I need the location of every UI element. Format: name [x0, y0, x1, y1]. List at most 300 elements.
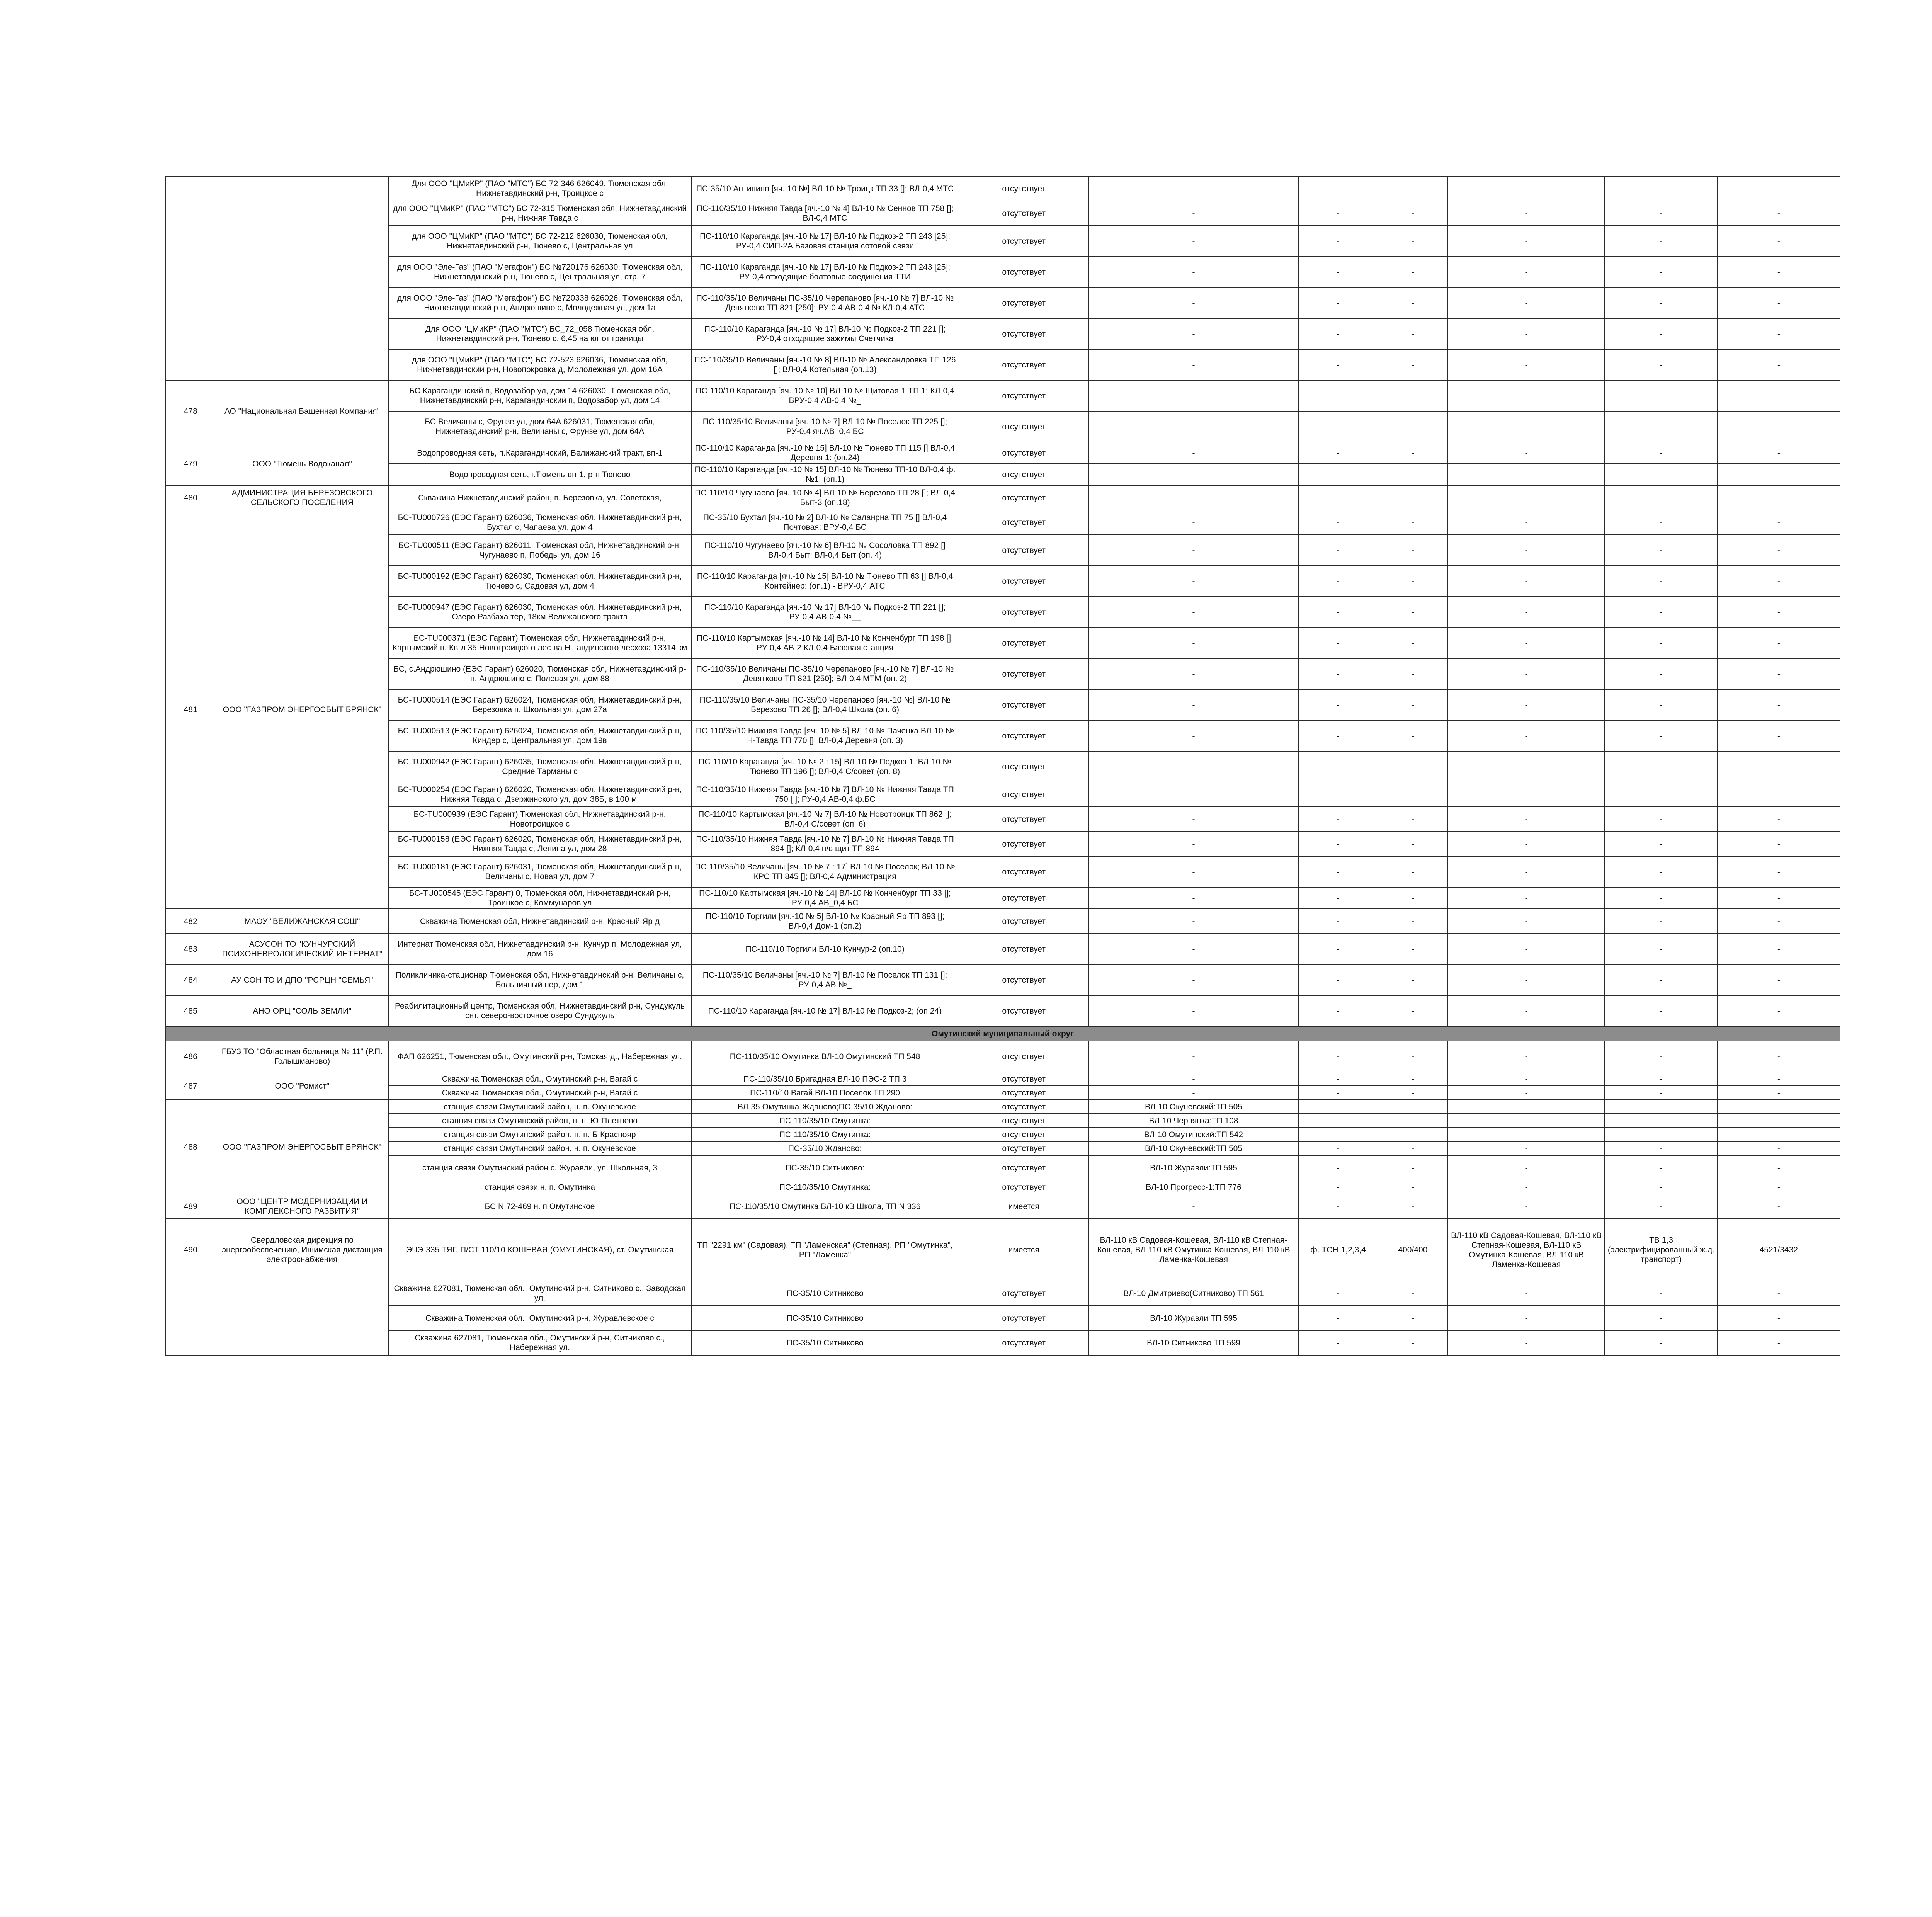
line-name: ВЛ-110 кВ Садовая-Кошевая, ВЛ-110 кВ Степная-Кошевая, ВЛ-110 кВ Омутинка-Кошевая, ВЛ-110 кВ Ламенка-Кошевая: [1089, 1219, 1298, 1281]
capacity: -: [1378, 176, 1448, 201]
load-category: -: [1605, 1114, 1717, 1128]
connection-status: отсутствует: [959, 176, 1089, 201]
connection-status: отсутствует: [959, 464, 1089, 485]
power-value: -: [1718, 887, 1840, 909]
power-value: -: [1718, 628, 1840, 658]
reserve-line: -: [1448, 934, 1605, 964]
supply-source: ПС-110/10 Караганда [яч.-10 № 10] ВЛ-10 № Щитовая-1 ТП 1; КЛ-0,4 ВРУ-0,4 АВ-0,4 №_: [691, 380, 959, 411]
reserve-line: -: [1448, 887, 1605, 909]
supply-source: ПС-110/10 Торгили ВЛ-10 Кунчур-2 (оп.10): [691, 934, 959, 964]
power-value: -: [1718, 1100, 1840, 1114]
reserve-line: -: [1448, 720, 1605, 751]
organization: ГБУЗ ТО "Областная больница № 11" (Р.П. Голышманово): [216, 1041, 389, 1072]
capacity: -: [1378, 807, 1448, 832]
line-name: ВЛ-10 Ситниково ТП 599: [1089, 1330, 1298, 1355]
load-category: [1605, 782, 1717, 807]
load-category: -: [1605, 287, 1717, 318]
capacity: -: [1378, 1306, 1448, 1330]
feeder: -: [1298, 887, 1378, 909]
load-category: -: [1605, 856, 1717, 887]
table-row: [165, 597, 1840, 628]
table-row: [165, 807, 1840, 832]
table-row: [165, 628, 1840, 658]
load-category: -: [1605, 1306, 1717, 1330]
supply-source: ПС-110/10 Караганда [яч.-10 № 17] ВЛ-10 № Подкоз-2 ТП 243 [25]; РУ-0,4 СИП-2А Базовая станция сотовой связи: [691, 226, 959, 257]
connection-status: отсутствует: [959, 964, 1089, 995]
object-address: БС-TU000947 (ЕЭС Гарант) 626030, Тюменская обл, Нижнетавдинский р-н, Озеро Разбаха тер, 18км Велижанского тракта: [388, 597, 691, 628]
power-value: -: [1718, 464, 1840, 485]
load-category: -: [1605, 1281, 1717, 1306]
connection-status: отсутствует: [959, 380, 1089, 411]
supply-source: ПС-35/10 Ситниково: [691, 1281, 959, 1306]
power-value: -: [1718, 1330, 1840, 1355]
object-address: станция связи Омутинский район с. Журавли, ул. Школьная, 3: [388, 1155, 691, 1180]
line-name: -: [1089, 628, 1298, 658]
table-row: [165, 1072, 1840, 1086]
supply-source: ПС-110/35/10 Нижняя Тавда [яч.-10 № 7] ВЛ-10 № Нижняя Тавда ТП 894 []; КЛ-0,4 н/в щит ТП-894: [691, 832, 959, 856]
object-address: БС-TU000726 (ЕЭС Гарант) 626036, Тюменская обл, Нижнетавдинский р-н, Бухтал с, Чапаева ул, дом 4: [388, 510, 691, 535]
organization: АО "Национальная Башенная Компания": [216, 380, 389, 442]
table-row: [165, 380, 1840, 411]
organization: АНО ОРЦ "СОЛЬ ЗЕМЛИ": [216, 995, 389, 1026]
connection-status: отсутствует: [959, 1155, 1089, 1180]
capacity: -: [1378, 510, 1448, 535]
capacity: -: [1378, 1100, 1448, 1114]
object-address: БС-TU000181 (ЕЭС Гарант) 626031, Тюменская обл, Нижнетавдинский р-н, Величаны с, Новая ул, дом 7: [388, 856, 691, 887]
organization: АУ СОН ТО И ДПО "РСРЦН "СЕМЬЯ": [216, 964, 389, 995]
line-name: -: [1089, 257, 1298, 287]
reserve-line: -: [1448, 995, 1605, 1026]
power-value: [1718, 782, 1840, 807]
line-name: -: [1089, 689, 1298, 720]
power-value: -: [1718, 689, 1840, 720]
object-address: станция связи н. п. Омутинка: [388, 1180, 691, 1194]
table-row: [165, 257, 1840, 287]
table-row: [165, 856, 1840, 887]
consumers-table: [165, 176, 1840, 1356]
supply-source: ПС-110/10 Караганда [яч.-10 № 15] ВЛ-10 № Тюнево ТП 63 [] ВЛ-0,4 Контейнер: (оп.1) - ВРУ-0,4 АТС: [691, 566, 959, 597]
organization: ООО "ГАЗПРОМ ЭНЕРГОСБЫТ БРЯНСК": [216, 1100, 389, 1194]
supply-source: ПС-110/10 Караганда [яч.-10 № 2 : 15] ВЛ-10 № Подкоз-1 ;ВЛ-10 № Тюнево ТП 196 []; ВЛ-0,4 С/совет (оп. 8): [691, 751, 959, 782]
feeder: -: [1298, 856, 1378, 887]
table-row: [165, 782, 1840, 807]
reserve-line: -: [1448, 1128, 1605, 1141]
supply-source: ПС-110/10 Картымская [яч.-10 № 14] ВЛ-10 № Конченбург ТП 198 []; РУ-0,4 АВ-2 КЛ-0,4 Базовая станция: [691, 628, 959, 658]
capacity: -: [1378, 1281, 1448, 1306]
connection-status: отсутствует: [959, 257, 1089, 287]
capacity: -: [1378, 909, 1448, 934]
supply-source: ПС-110/35/10 Нижняя Тавда [яч.-10 № 4] ВЛ-10 № Сеннов ТП 758 []; ВЛ-0,4 МТС: [691, 201, 959, 226]
line-name: ВЛ-10 Окуневский:ТП 505: [1089, 1141, 1298, 1155]
row-number: 485: [165, 995, 216, 1026]
row-number: 489: [165, 1194, 216, 1219]
object-address: для ООО "Эле-Газ" (ПАО "Мегафон") БС №720176 626030, Тюменская обл, Нижнетавдинский р-н, Тюнево с, Центральная ул, стр. 7: [388, 257, 691, 287]
supply-source: ПС-110/10 Караганда [яч.-10 № 17] ВЛ-10 № Подкоз-2 ТП 221 []; РУ-0,4 отходящие зажимы Счетчика: [691, 318, 959, 349]
line-name: -: [1089, 318, 1298, 349]
capacity: [1378, 782, 1448, 807]
connection-status: отсутствует: [959, 535, 1089, 566]
connection-status: отсутствует: [959, 1072, 1089, 1086]
connection-status: отсутствует: [959, 566, 1089, 597]
table-row: [165, 1281, 1840, 1306]
power-value: -: [1718, 510, 1840, 535]
load-category: -: [1605, 887, 1717, 909]
supply-source: ПС-110/35/10 Величаны [яч.-10 № 7 : 17] ВЛ-10 № Поселок; ВЛ-10 № КРС ТП 845 []; ВЛ-0,4 Администрация: [691, 856, 959, 887]
connection-status: отсутствует: [959, 720, 1089, 751]
supply-source: ПС-110/10 Караганда [яч.-10 № 17] ВЛ-10 № Подкоз-2 ТП 221 []; РУ-0,4 АВ-0,4 №__: [691, 597, 959, 628]
line-name: -: [1089, 934, 1298, 964]
capacity: -: [1378, 257, 1448, 287]
row-number: 480: [165, 485, 216, 510]
object-address: БС-TU000514 (ЕЭС Гарант) 626024, Тюменская обл, Нижнетавдинский р-н, Березовка п, Школьная ул, дом 27а: [388, 689, 691, 720]
supply-source: ВЛ-35 Омутинка-Ждановo;ПС-35/10 Жданово:: [691, 1100, 959, 1114]
connection-status: отсутствует: [959, 1306, 1089, 1330]
supply-source: ПС-110/35/10 Величаны ПС-35/10 Черепаново [яч.-10 №] ВЛ-10 № Березово ТП 26 []; ВЛ-0,4 Школа (оп. 6): [691, 689, 959, 720]
supply-source: ПС-110/10 Чугунаево [яч.-10 № 6] ВЛ-10 № Сосоловка ТП 892 [] ВЛ-0,4 Быт; ВЛ-0,4 Быт (оп. 4): [691, 535, 959, 566]
supply-source: ПС-110/35/10 Омутинка ВЛ-10 Омутинский ТП 548: [691, 1041, 959, 1072]
feeder: -: [1298, 597, 1378, 628]
reserve-line: -: [1448, 1114, 1605, 1128]
load-category: -: [1605, 807, 1717, 832]
connection-status: отсутствует: [959, 1180, 1089, 1194]
connection-status: отсутствует: [959, 442, 1089, 464]
capacity: -: [1378, 1330, 1448, 1355]
row-number: 479: [165, 442, 216, 485]
load-category: -: [1605, 318, 1717, 349]
capacity: -: [1378, 566, 1448, 597]
reserve-line: -: [1448, 464, 1605, 485]
capacity: -: [1378, 349, 1448, 380]
line-name: -: [1089, 464, 1298, 485]
load-category: -: [1605, 464, 1717, 485]
feeder: -: [1298, 658, 1378, 689]
table-row: [165, 287, 1840, 318]
line-name: ВЛ-10 Омутинский:ТП 542: [1089, 1128, 1298, 1141]
feeder: ф. ТСН-1,2,3,4: [1298, 1219, 1378, 1281]
feeder: -: [1298, 1100, 1378, 1114]
feeder: -: [1298, 411, 1378, 442]
table-row: [165, 464, 1840, 485]
table-row: [165, 349, 1840, 380]
feeder: -: [1298, 566, 1378, 597]
feeder: -: [1298, 964, 1378, 995]
capacity: -: [1378, 1041, 1448, 1072]
line-name: -: [1089, 720, 1298, 751]
connection-status: отсутствует: [959, 485, 1089, 510]
supply-source: ПС-110/35/10 Омутинка:: [691, 1180, 959, 1194]
supply-source: ПС-110/10 Картымская [яч.-10 № 7] ВЛ-10 № Новотроицк ТП 862 []; ВЛ-0,4 С/совет (оп. 6): [691, 807, 959, 832]
connection-status: отсутствует: [959, 411, 1089, 442]
capacity: -: [1378, 1155, 1448, 1180]
connection-status: отсутствует: [959, 832, 1089, 856]
reserve-line: -: [1448, 964, 1605, 995]
supply-source: ПС-110/10 Караганда [яч.-10 № 17] ВЛ-10 № Подкоз-2 ТП 243 [25]; РУ-0,4 отходящие болтовые соединения ТТИ: [691, 257, 959, 287]
reserve-line: -: [1448, 1330, 1605, 1355]
capacity: -: [1378, 201, 1448, 226]
load-category: -: [1605, 1180, 1717, 1194]
line-name: -: [1089, 909, 1298, 934]
connection-status: отсутствует: [959, 318, 1089, 349]
power-value: -: [1718, 1306, 1840, 1330]
feeder: -: [1298, 751, 1378, 782]
reserve-line: -: [1448, 751, 1605, 782]
connection-status: отсутствует: [959, 1041, 1089, 1072]
capacity: -: [1378, 628, 1448, 658]
connection-status: отсутствует: [959, 1281, 1089, 1306]
line-name: ВЛ-10 Дмитриево(Ситниково) ТП 561: [1089, 1281, 1298, 1306]
object-address: Водопроводная сеть, п.Карагандинский, Велижанский тракт, вп-1: [388, 442, 691, 464]
table-row: [165, 1141, 1840, 1155]
row-number: 483: [165, 934, 216, 964]
line-name: -: [1089, 510, 1298, 535]
reserve-line: -: [1448, 201, 1605, 226]
supply-source: ПС-110/10 Караганда [яч.-10 № 15] ВЛ-10 № Тюнево ТП-10 ВЛ-0,4 ф.№1: (оп.1): [691, 464, 959, 485]
table-row: [165, 1114, 1840, 1128]
power-value: -: [1718, 176, 1840, 201]
reserve-line: -: [1448, 1180, 1605, 1194]
supply-source: ПС-110/35/10 Величаны [яч.-10 № 7] ВЛ-10 № Поселок ТП 225 []; РУ-0,4 яч.АВ_0,4 БС: [691, 411, 959, 442]
object-address: БС Величаны с, Фрунзе ул, дом 64А 626031, Тюменская обл, Нижнетавдинский р-н, Величаны с, Фрунзе ул, дом 64А: [388, 411, 691, 442]
table-row: [165, 510, 1840, 535]
reserve-line: -: [1448, 689, 1605, 720]
object-address: станция связи Омутинский район, н. п. Окуневское: [388, 1141, 691, 1155]
reserve-line: -: [1448, 856, 1605, 887]
feeder: [1298, 485, 1378, 510]
supply-source: ПС-110/35/10 Величаны [яч.-10 № 8] ВЛ-10 № Александровка ТП 126 []; ВЛ-0,4 Котельная (оп.13): [691, 349, 959, 380]
power-value: -: [1718, 964, 1840, 995]
feeder: -: [1298, 535, 1378, 566]
connection-status: отсутствует: [959, 934, 1089, 964]
table-row: [165, 1180, 1840, 1194]
load-category: -: [1605, 510, 1717, 535]
load-category: -: [1605, 442, 1717, 464]
supply-source: ПС-110/10 Чугунаево [яч.-10 № 4] ВЛ-10 № Березово ТП 28 []; ВЛ-0,4 Быт-3 (оп.18): [691, 485, 959, 510]
power-value: -: [1718, 1041, 1840, 1072]
feeder: -: [1298, 1141, 1378, 1155]
capacity: -: [1378, 226, 1448, 257]
table-row: [165, 689, 1840, 720]
load-category: -: [1605, 1086, 1717, 1100]
object-address: Реабилитационный центр, Тюменская обл, Нижнетавдинский р-н, Сундукуль снт, северо-восточное озеро Сундукуль: [388, 995, 691, 1026]
capacity: -: [1378, 964, 1448, 995]
power-value: -: [1718, 349, 1840, 380]
line-name: -: [1089, 995, 1298, 1026]
capacity: -: [1378, 887, 1448, 909]
load-category: -: [1605, 201, 1717, 226]
line-name: -: [1089, 566, 1298, 597]
row-number: 484: [165, 964, 216, 995]
object-address: БС-TU000371 (ЕЭС Гарант) Тюменская обл, Нижнетавдинский р-н, Картымский п, Кв-л 35 Новотроицкого лес-ва Н-тавдинского лесхоза 13314 км: [388, 628, 691, 658]
line-name: [1089, 782, 1298, 807]
table-row: [165, 1100, 1840, 1114]
reserve-line: -: [1448, 380, 1605, 411]
supply-source: ПС-110/10 Картымская [яч.-10 № 14] ВЛ-10 № Конченбург ТП 33 []; РУ-0,4 АВ_0,4 БС: [691, 887, 959, 909]
object-address: БС-TU000545 (ЕЭС Гарант) 0, Тюменская обл, Нижнетавдинский р-н, Троицкое с, Коммунаров ул: [388, 887, 691, 909]
object-address: станция связи Омутинский район, н. п. Ю-Плетнево: [388, 1114, 691, 1128]
power-value: -: [1718, 318, 1840, 349]
line-name: ВЛ-10 Окуневский:ТП 505: [1089, 1100, 1298, 1114]
capacity: -: [1378, 1086, 1448, 1100]
load-category: -: [1605, 658, 1717, 689]
power-value: -: [1718, 1281, 1840, 1306]
organization: АСУСОН ТО "КУНЧУРСКИЙ ПСИХОНЕВРОЛОГИЧЕСКИЙ ИНТЕРНАТ": [216, 934, 389, 964]
reserve-line: -: [1448, 807, 1605, 832]
capacity: -: [1378, 318, 1448, 349]
connection-status: отсутствует: [959, 1100, 1089, 1114]
supply-source: ПС-110/35/10 Нижняя Тавда [яч.-10 № 5] ВЛ-10 № Паченка ВЛ-10 № Н-Тавда ТП 770 []; ВЛ-0,4 Деревня (оп. 3): [691, 720, 959, 751]
reserve-line: -: [1448, 1281, 1605, 1306]
power-value: -: [1718, 1155, 1840, 1180]
reserve-line: -: [1448, 1041, 1605, 1072]
supply-source: ПС-110/35/10 Величаны ПС-35/10 Черепаново [яч.-10 № 7] ВЛ-10 № Девятково ТП 821 [250]; РУ-0,4 АВ-0,4 № КЛ-0,4 АТС: [691, 287, 959, 318]
load-category: -: [1605, 1141, 1717, 1155]
row-number: 487: [165, 1072, 216, 1100]
power-value: 4521/3432: [1718, 1219, 1840, 1281]
table-row: [165, 909, 1840, 934]
organization: [216, 1281, 389, 1355]
organization: ООО "Ромист": [216, 1072, 389, 1100]
power-value: -: [1718, 442, 1840, 464]
capacity: -: [1378, 380, 1448, 411]
supply-source: ПС-110/10 Вагай ВЛ-10 Поселок ТП 290: [691, 1086, 959, 1100]
power-value: -: [1718, 1194, 1840, 1219]
table-row: [165, 1306, 1840, 1330]
capacity: -: [1378, 720, 1448, 751]
power-value: -: [1718, 807, 1840, 832]
load-category: -: [1605, 1041, 1717, 1072]
power-value: -: [1718, 226, 1840, 257]
line-name: -: [1089, 1194, 1298, 1219]
line-name: -: [1089, 1072, 1298, 1086]
reserve-line: -: [1448, 257, 1605, 287]
supply-source: ПС-110/10 Караганда [яч.-10 № 15] ВЛ-10 № Тюнево ТП 115 [] ВЛ-0,4 Деревня 1: (оп.24): [691, 442, 959, 464]
connection-status: отсутствует: [959, 226, 1089, 257]
power-value: -: [1718, 751, 1840, 782]
supply-source: ПС-110/35/10 Омутинка:: [691, 1114, 959, 1128]
load-category: -: [1605, 995, 1717, 1026]
connection-status: отсутствует: [959, 201, 1089, 226]
power-value: -: [1718, 856, 1840, 887]
table-row: [165, 566, 1840, 597]
reserve-line: -: [1448, 442, 1605, 464]
feeder: -: [1298, 201, 1378, 226]
reserve-line: -: [1448, 1072, 1605, 1086]
line-name: ВЛ-10 Червянка:ТП 108: [1089, 1114, 1298, 1128]
line-name: -: [1089, 887, 1298, 909]
supply-source: ПС-110/35/10 Омутинка ВЛ-10 кВ Школа, ТП N 336: [691, 1194, 959, 1219]
capacity: -: [1378, 411, 1448, 442]
connection-status: отсутствует: [959, 995, 1089, 1026]
capacity: -: [1378, 751, 1448, 782]
reserve-line: -: [1448, 1141, 1605, 1155]
supply-source: ПС-110/35/10 Величаны ПС-35/10 Черепаново [яч.-10 № 7] ВЛ-10 № Девятково ТП 821 [250]; ВЛ-0,4 МТМ (оп. 2): [691, 658, 959, 689]
connection-status: отсутствует: [959, 628, 1089, 658]
supply-source: ПС-110/35/10 Бригадная ВЛ-10 ПЭС-2 ТП 3: [691, 1072, 959, 1086]
feeder: -: [1298, 510, 1378, 535]
object-address: для ООО "ЦМиКР" (ПАО "МТС") БС 72-523 626036, Тюменская обл, Нижнетавдинский р-н, Новопокровка д, Молодежная ул, дом 16А: [388, 349, 691, 380]
feeder: -: [1298, 1072, 1378, 1086]
line-name: -: [1089, 201, 1298, 226]
feeder: -: [1298, 1180, 1378, 1194]
power-value: -: [1718, 566, 1840, 597]
connection-status: отсутствует: [959, 1114, 1089, 1128]
connection-status: отсутствует: [959, 1086, 1089, 1100]
reserve-line: -: [1448, 176, 1605, 201]
organization: ООО "ЦЕНТР МОДЕРНИЗАЦИИ И КОМПЛЕКСНОГО РАЗВИТИЯ": [216, 1194, 389, 1219]
section-row: [165, 1026, 1840, 1041]
row-number: [165, 1281, 216, 1355]
line-name: -: [1089, 287, 1298, 318]
feeder: -: [1298, 226, 1378, 257]
capacity: -: [1378, 934, 1448, 964]
feeder: -: [1298, 934, 1378, 964]
line-name: -: [1089, 1086, 1298, 1100]
table-row: [165, 887, 1840, 909]
supply-source: ПС-110/10 Караганда [яч.-10 № 17] ВЛ-10 № Подкоз-2; (оп.24): [691, 995, 959, 1026]
capacity: -: [1378, 1072, 1448, 1086]
power-value: [1718, 485, 1840, 510]
connection-status: отсутствует: [959, 510, 1089, 535]
load-category: -: [1605, 566, 1717, 597]
supply-source: ПС-35/10 Жданово:: [691, 1141, 959, 1155]
line-name: -: [1089, 807, 1298, 832]
supply-source: ПС-110/10 Торгили [яч.-10 № 5] ВЛ-10 № Красный Яр ТП 893 []; ВЛ-0,4 Дом-1 (оп.2): [691, 909, 959, 934]
power-value: -: [1718, 597, 1840, 628]
load-category: -: [1605, 176, 1717, 201]
line-name: -: [1089, 226, 1298, 257]
connection-status: отсутствует: [959, 856, 1089, 887]
load-category: -: [1605, 934, 1717, 964]
connection-status: отсутствует: [959, 349, 1089, 380]
connection-status: отсутствует: [959, 1128, 1089, 1141]
connection-status: отсутствует: [959, 909, 1089, 934]
capacity: -: [1378, 1128, 1448, 1141]
capacity: [1378, 485, 1448, 510]
capacity: 400/400: [1378, 1219, 1448, 1281]
line-name: -: [1089, 535, 1298, 566]
table-row: [165, 658, 1840, 689]
feeder: -: [1298, 720, 1378, 751]
connection-status: отсутствует: [959, 689, 1089, 720]
connection-status: отсутствует: [959, 287, 1089, 318]
load-category: -: [1605, 597, 1717, 628]
power-value: -: [1718, 832, 1840, 856]
load-category: -: [1605, 720, 1717, 751]
capacity: -: [1378, 658, 1448, 689]
load-category: -: [1605, 257, 1717, 287]
connection-status: отсутствует: [959, 658, 1089, 689]
feeder: -: [1298, 909, 1378, 934]
row-number: 490: [165, 1219, 216, 1281]
reserve-line: -: [1448, 535, 1605, 566]
table-row: [165, 1041, 1840, 1072]
row-number: 486: [165, 1041, 216, 1072]
feeder: -: [1298, 464, 1378, 485]
capacity: -: [1378, 597, 1448, 628]
feeder: -: [1298, 1330, 1378, 1355]
reserve-line: -: [1448, 909, 1605, 934]
line-name: -: [1089, 442, 1298, 464]
row-number: 481: [165, 510, 216, 909]
reserve-line: ВЛ-110 кВ Садовая-Кошевая, ВЛ-110 кВ Степная-Кошевая, ВЛ-110 кВ Омутинка-Кошевая, ВЛ-110 кВ Ламенка-Кошевая: [1448, 1219, 1605, 1281]
line-name: -: [1089, 597, 1298, 628]
feeder: -: [1298, 318, 1378, 349]
feeder: -: [1298, 176, 1378, 201]
power-value: -: [1718, 1086, 1840, 1100]
supply-source: ПС-35/10 Бухтал [яч.-10 № 2] ВЛ-10 № Саланрна ТП 75 [] ВЛ-0,4 Почтовая: ВРУ-0,4 БС: [691, 510, 959, 535]
row-number: 478: [165, 380, 216, 442]
reserve-line: -: [1448, 1100, 1605, 1114]
